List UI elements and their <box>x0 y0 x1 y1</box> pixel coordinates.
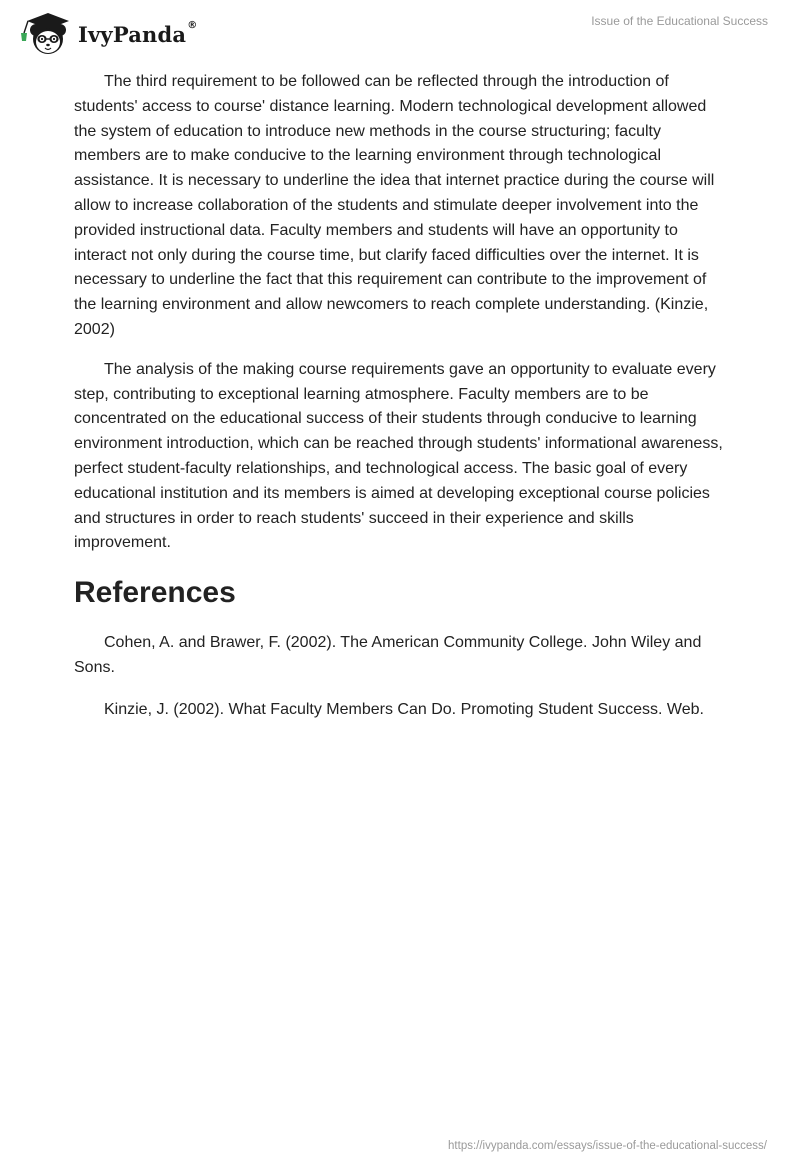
logo-wordmark: IvyPanda <box>78 21 187 47</box>
logo-registered-mark: ® <box>187 19 198 31</box>
body-paragraph: The analysis of the making course requirements gave an opportunity to evaluate every step, contributing to exceptional learning atmosphere. Faculty members are to be concentrated on the educational success of their students through conducive to learning environment introduction, which can be reached through students' informational awareness, perfect student-faculty relationships, and technological access. The basic goal of every educational institution and its members is aimed at developing exceptional course policies and structures in order to reach students' succeed in their experience and skills improvement. <box>74 360 723 552</box>
references-heading: References <box>74 576 236 610</box>
essay-content <box>74 70 726 740</box>
footer-url[interactable]: https://ivypanda.com/essays/issue-of-the-educational-success/ <box>448 1140 767 1152</box>
body-paragraph: The third requirement to be followed can be reflected through the introduction of students' access to course' distance learning. Modern technological development allowed the system of education to introduce new methods in the course structuring; faculty members are to make conducive to the learning environment through technological assistance. It is necessary to underline the idea that internet practice during the course will allow to increase collaboration of the students and stimulate deeper involvement into the provided instructional data. Faculty members and students will have an opportunity to interact not only during the course time, but clarify faced difficulties over the internet. It is necessary to underline the fact that this requirement can contribute to the improvement of the learning environment and allow newcomers to reach complete understanding. (Kinzie, 2002) <box>74 73 715 338</box>
page-header <box>0 0 800 64</box>
reference-item: Kinzie, J. (2002). What Faculty Members Can Do. Promoting Student Success. Web. <box>104 700 704 718</box>
logo-text <box>78 19 198 47</box>
logo[interactable] <box>14 8 197 58</box>
reference-item: Cohen, A. and Brawer, F. (2002). The American Community College. John Wiley and Sons. <box>74 634 702 676</box>
document-title: Issue of the Educational Success <box>591 14 768 28</box>
panda-graduate-icon <box>14 8 76 58</box>
